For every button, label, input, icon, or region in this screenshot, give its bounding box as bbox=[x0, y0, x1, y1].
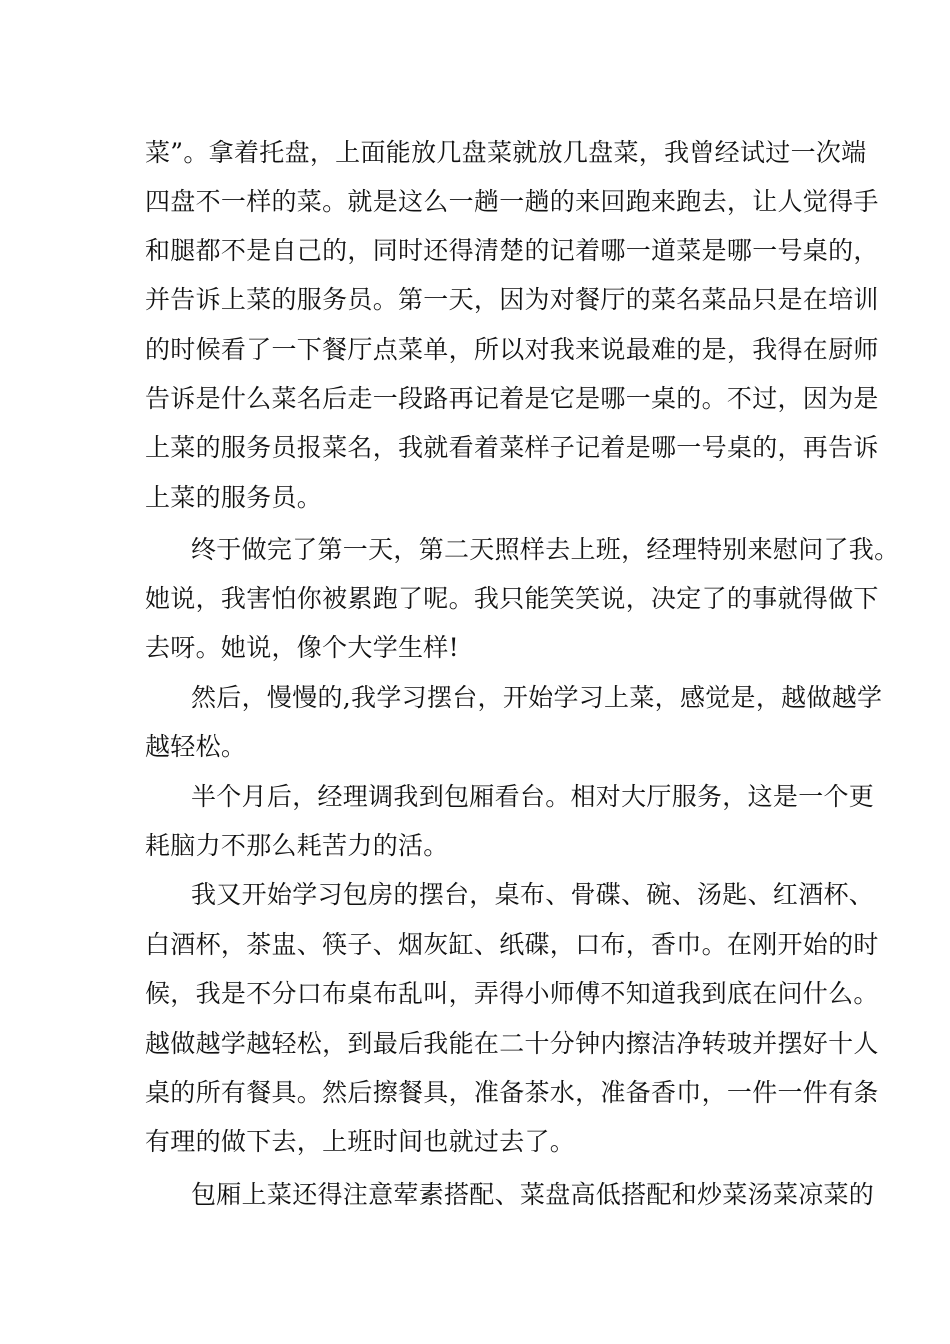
text-line: 然后，慢慢的,我学习摆台，开始学习上菜，感觉是，越做越学 bbox=[191, 683, 883, 712]
text-line: 越轻松。 bbox=[145, 732, 247, 761]
text-line: 四盘不一样的菜。就是这么一趟一趟的来回跑来跑去，让人觉得手 bbox=[145, 187, 879, 216]
text-line: 并告诉上菜的服务员。第一天，因为对餐厅的菜名菜品只是在培训 bbox=[145, 285, 879, 314]
text-line: 我又开始学习包房的摆台，桌布、骨碟、碗、汤匙、红酒杯、 bbox=[191, 880, 875, 909]
text-line: 和腿都不是自己的，同时还得清楚的记着哪一道菜是哪一号桌的， bbox=[145, 236, 879, 265]
text-line: 白酒杯，茶盅、筷子、烟灰缸、纸碟，口布，香巾。在刚开始的时 bbox=[145, 930, 879, 959]
text-line: 候，我是不分口布桌布乱叫，弄得小师傅不知道我到底在问什么。 bbox=[145, 979, 879, 1008]
text-line: 上菜的服务员。 bbox=[145, 483, 323, 512]
text-line: 桌的所有餐具。然后擦餐具，准备茶水，准备香巾，一件一件有条 bbox=[145, 1078, 879, 1107]
text-line: 她说，我害怕你被累跑了呢。我只能笑笑说，决定了的事就得做下 bbox=[145, 584, 879, 613]
text-line: 上菜的服务员报菜名，我就看着菜样子记着是哪一号桌的，再告诉 bbox=[145, 433, 879, 462]
text-line: 有理的做下去，上班时间也就过去了。 bbox=[145, 1127, 576, 1156]
text-line: 菜”。拿着托盘，上面能放几盘菜就放几盘菜，我曾经试过一次端 bbox=[145, 138, 867, 167]
text-line: 包厢上菜还得注意荤素搭配、菜盘高低搭配和炒菜汤菜凉菜的 bbox=[191, 1180, 875, 1209]
text-line: 半个月后，经理调我到包厢看台。相对大厅服务，这是一个更 bbox=[191, 782, 875, 811]
text-line: 终于做完了第一天，第二天照样去上班，经理特别来慰问了我。 bbox=[191, 535, 900, 564]
text-line: 去呀。她说，像个大学生样! bbox=[145, 633, 459, 662]
text-line: 告诉是什么菜名后走一段路再记着是它是哪一桌的。不过，因为是 bbox=[145, 384, 879, 413]
text-line: 的时候看了一下餐厅点菜单，所以对我来说最难的是，我得在厨师 bbox=[145, 335, 879, 364]
text-line: 越做越学越轻松，到最后我能在二十分钟内擦洁净转玻并摆好十人 bbox=[145, 1029, 879, 1058]
text-line: 耗脑力不那么耗苦力的活。 bbox=[145, 831, 449, 860]
